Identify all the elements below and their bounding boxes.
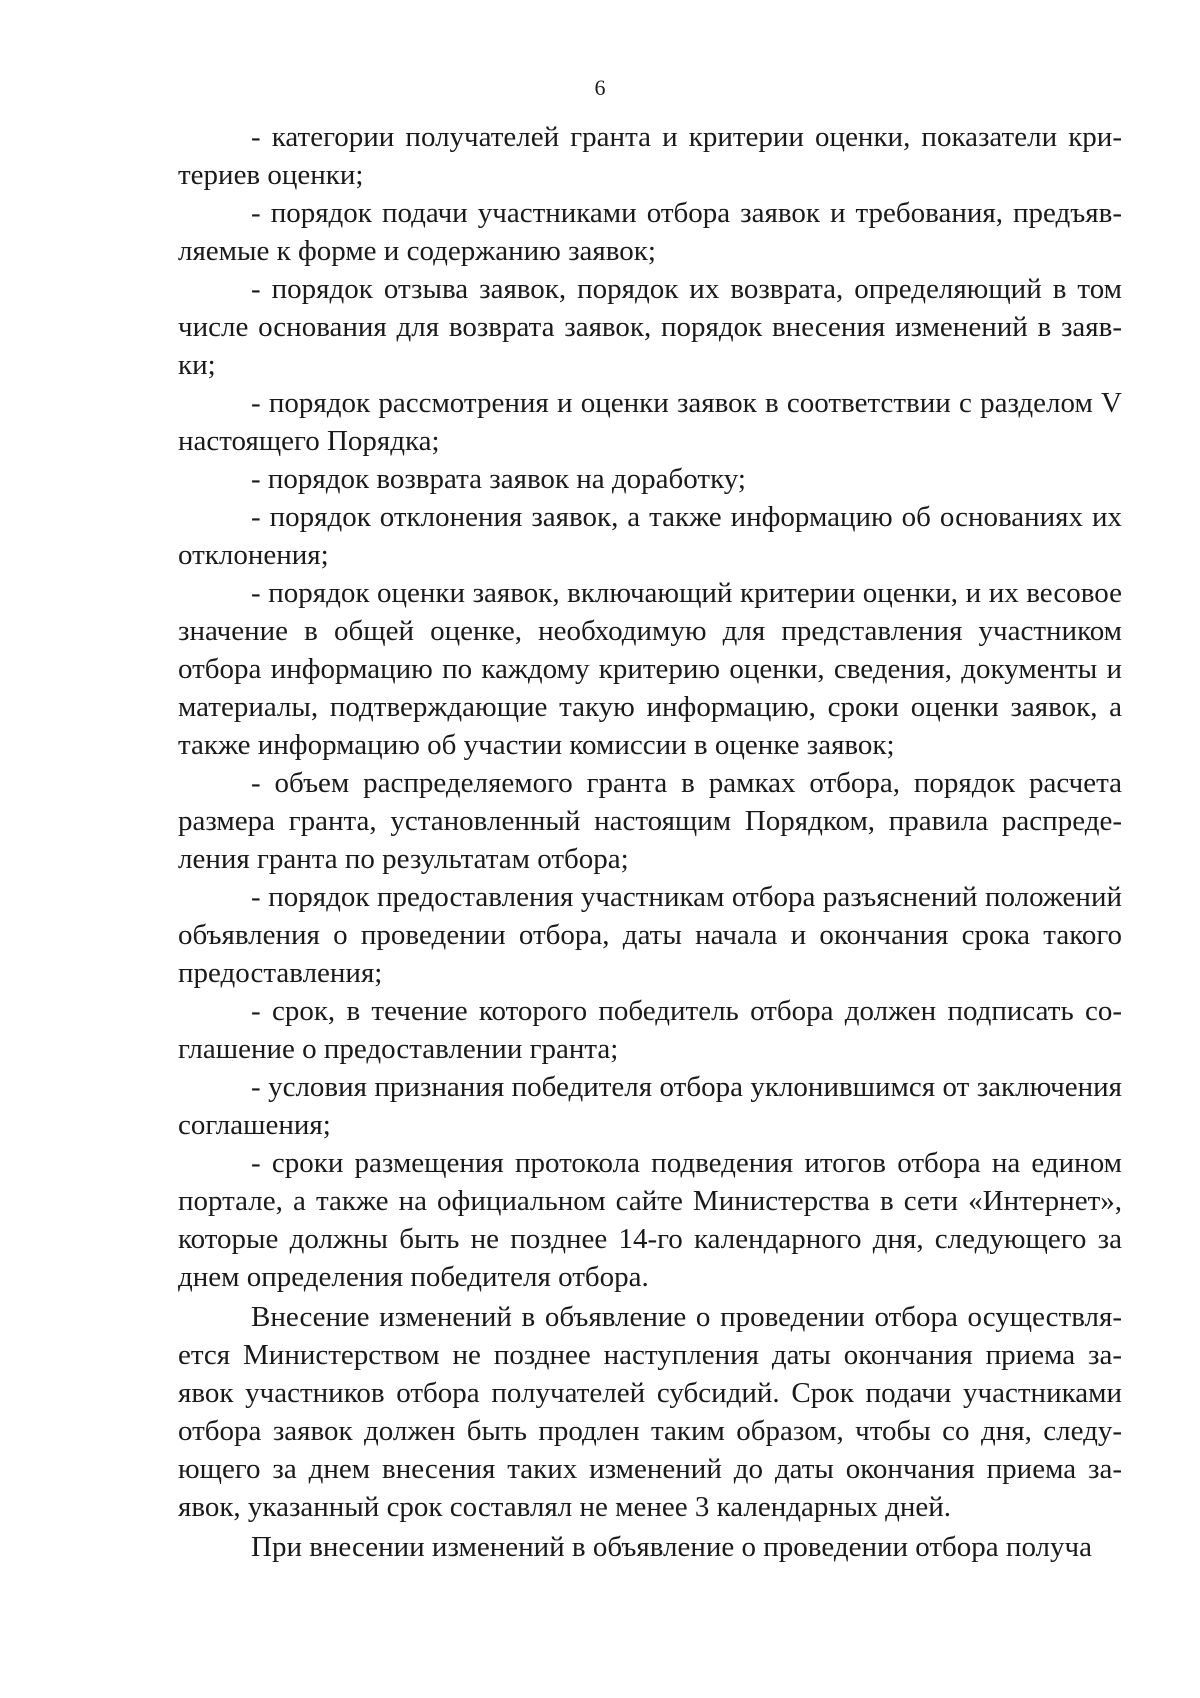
page-number: 6: [594, 75, 606, 100]
list-item-grant-categories: - категории получателей гранта и критерии оценки, показатели критериев оценки;: [178, 121, 1122, 191]
list-item-signing-deadline: - срок, в течение которого победитель отбора должен подписать соглашение о предоставлении гранта;: [178, 995, 1122, 1065]
list-item-clarifications: - порядок предоставления участникам отбора разъяснений положений объявления о проведении отбора, даты начала и окончания срока такого предоставления;: [178, 881, 1122, 989]
list-item-rejection-procedure: - порядок отклонения заявок, а также информацию об основаниях их отклонения;: [178, 501, 1122, 571]
list-item-evaluation-procedure: - порядок оценки заявок, включающий критерии оценки, и их весовое значение в общей оценке, необходимую для представления участником отбора информацию по каждому критерию оценки, сведения, документы и материалы, подтверждающие такую информацию, сроки оценки заявок, а также информацию об участии комиссии в оценке заявок;: [178, 577, 1122, 761]
list-item-return-procedure: - порядок возврата заявок на доработку;: [251, 463, 746, 495]
list-item-protocol-deadlines: - сроки размещения протокола подведения итогов отбора на едином портале, а также на официальном сайте Министерства в сети «Интернет», которые должны быть не позднее 14-го календарного дня, следующего за днем определения победителя отбора.: [178, 1147, 1122, 1293]
paragraph-amendments-continued: При внесении изменений в объявление о проведении отбора получа: [251, 1531, 1092, 1563]
document-body: [178, 118, 1122, 1566]
list-item-review-procedure: - порядок рассмотрения и оценки заявок в соответствии с разделом V настоящего Порядка;: [178, 387, 1122, 457]
list-item-withdrawal-procedure: - порядок отзыва заявок, порядок их возврата, определяющий в том числе основания для возврата заявок, порядок внесения изменений в заявки;: [178, 273, 1122, 381]
list-item-submission-procedure: - порядок подачи участниками отбора заявок и требования, предъявляемые к форме и содержанию заявок;: [178, 197, 1122, 267]
list-item-grant-volume: - объем распределяемого гранта в рамках отбора, порядок расчета размера гранта, установленный настоящим Порядком, правила распределения гранта по результатам отбора;: [178, 767, 1122, 875]
list-item-evasion-conditions: - условия признания победителя отбора уклонившимся от заключения соглашения;: [178, 1071, 1122, 1141]
paragraph-amendments: Внесение изменений в объявление о проведении отбора осуществляется Министерством не позднее наступления даты окончания приема заявок участников отбора получателей субсидий. Срок подачи участниками отбора заявок должен быть продлен таким образом, чтобы со дня, следующего за днем внесения таких изменений до даты окончания приема заявок, указанный срок составлял не менее 3 календарных дней.: [178, 1301, 1122, 1523]
